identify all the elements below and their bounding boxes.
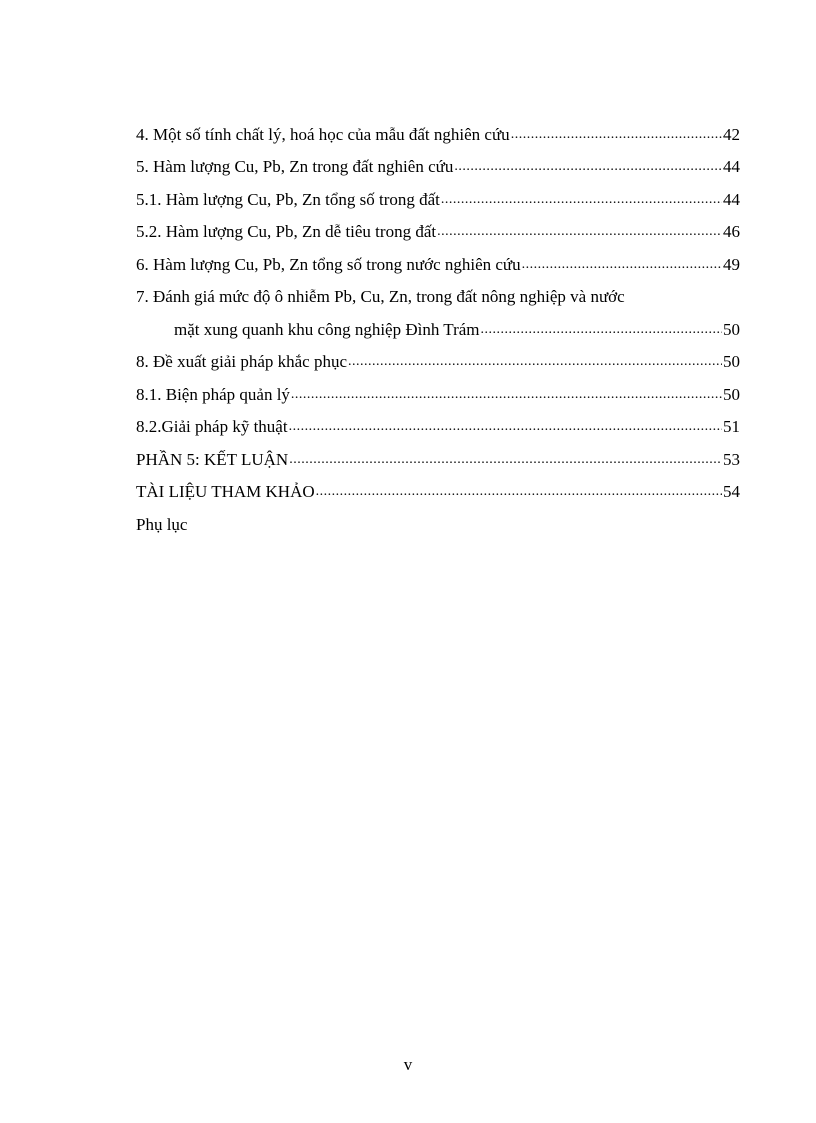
toc-entry-page: 46 (723, 222, 740, 241)
toc-entry[interactable] (136, 372, 740, 405)
toc-entry-page: 50 (723, 384, 740, 404)
toc-entry-line-1[interactable] (136, 275, 740, 308)
table-of-contents (136, 112, 740, 535)
toc-entry-page: 54 (723, 482, 740, 501)
toc-entry-page: 51 (723, 417, 740, 436)
toc-entry-page: 49 (723, 254, 740, 274)
dot-leader (291, 385, 722, 405)
dot-leader (316, 482, 722, 502)
dot-leader (348, 352, 722, 372)
toc-entry[interactable] (136, 242, 740, 275)
toc-entry[interactable] (136, 145, 740, 178)
toc-entry[interactable] (136, 112, 740, 145)
toc-entry-title: Phụ lục (136, 514, 188, 534)
toc-entry-title: 5. Hàm lượng Cu, Pb, Zn trong đất nghiên cứu (136, 157, 454, 176)
dot-leader (522, 255, 722, 275)
toc-entry-title: 8.1. Biện pháp quản lý (136, 384, 290, 404)
toc-entry-page: 44 (723, 157, 740, 176)
toc-entry[interactable] (136, 502, 740, 535)
toc-entry-title: TÀI LIỆU THAM KHẢO (136, 482, 315, 501)
toc-entry-line-2[interactable] (136, 307, 740, 340)
dot-leader (511, 125, 722, 145)
toc-entry-title-continued: mặt xung quanh khu công nghiệp Đình Trám (174, 319, 480, 339)
toc-entry-title: 4. Một số tính chất lý, hoá học của mẫu đất nghiên cứu (136, 124, 510, 144)
toc-entry-title: 8.2.Giải pháp kỹ thuật (136, 417, 288, 436)
dot-leader (481, 320, 722, 340)
toc-entry[interactable] (136, 405, 740, 438)
toc-entry-page: 42 (723, 124, 740, 144)
toc-entry-title: 5.2. Hàm lượng Cu, Pb, Zn dễ tiêu trong đất (136, 222, 437, 241)
dot-leader (441, 190, 722, 210)
toc-entry-title: 8. Đề xuất giải pháp khắc phục (136, 352, 348, 371)
toc-entry-title: 7. Đánh giá mức độ ô nhiễm Pb, Cu, Zn, trong đất nông nghiệp và nước (136, 287, 625, 306)
toc-entry-page: 44 (723, 189, 740, 209)
dot-leader (289, 450, 722, 470)
dot-leader (289, 417, 722, 437)
toc-entry[interactable] (136, 210, 740, 243)
toc-entry-title: PHẦN 5: KẾT LUẬN (136, 449, 289, 469)
toc-entry-page: 53 (723, 449, 740, 469)
toc-entry-title: 5.1. Hàm lượng Cu, Pb, Zn tổng số trong đất (136, 189, 440, 209)
dot-leader (454, 157, 722, 177)
toc-entry-title: 6. Hàm lượng Cu, Pb, Zn tổng số trong nước nghiên cứu (136, 254, 521, 274)
page-number: v (403, 1055, 413, 1074)
toc-entry-page: 50 (723, 319, 740, 339)
toc-entry[interactable] (136, 340, 740, 373)
toc-entry[interactable] (136, 177, 740, 210)
dot-leader (437, 222, 722, 242)
toc-entry[interactable] (136, 470, 740, 503)
toc-entry-page: 50 (723, 352, 740, 371)
toc-entry[interactable] (136, 437, 740, 470)
